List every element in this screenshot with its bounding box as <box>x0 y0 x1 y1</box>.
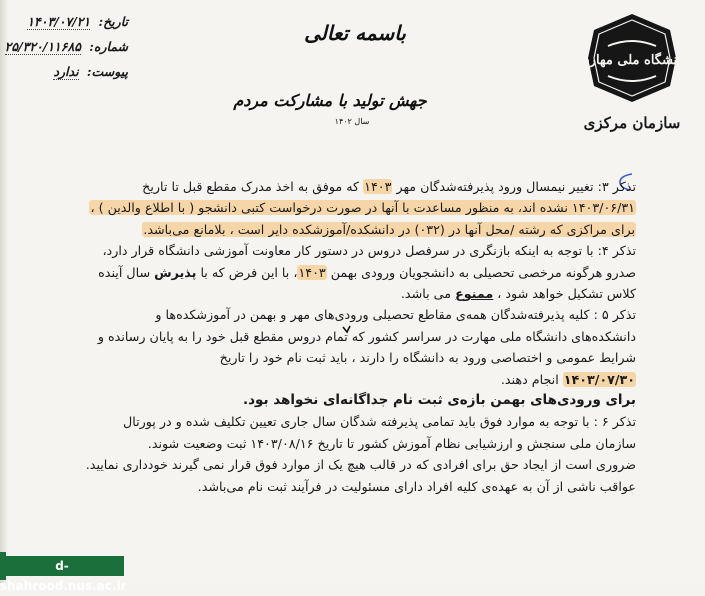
note-4-forbidden: ممنوع <box>455 286 494 302</box>
attachment-label: پیوست: <box>86 64 128 79</box>
note-4-text-a: تذکر ۴: با توجه به اینکه بازنگری در سرفصل دروس در دستور کار معاونت آموزشی دانشگاه قرار دارد، <box>102 243 636 259</box>
note-7 <box>60 454 636 475</box>
note-5-bahman: برای ورودی‌های بهمن بازه‌ی ثبت نام جداگانه‌ای نخواهد بود. <box>242 392 636 409</box>
letter-body <box>60 176 636 497</box>
attachment-value: ندارد <box>53 64 79 79</box>
note-3-line-3 <box>60 219 636 240</box>
note-6-text-b: سازمان ملی سنجش و ارزشیابی نظام آموزش کشور تا تاریخ ۱۴۰۳/۰۸/۱۶ ثبت وضعیت شوند. <box>147 435 636 451</box>
date-row <box>10 14 128 30</box>
basmala-text: باسمه تعالی <box>304 21 406 45</box>
slogan-text: جهش تولید با مشارکت مردم <box>233 91 427 110</box>
note-5 <box>60 304 636 325</box>
number-row <box>4 39 128 55</box>
note-5-line-2 <box>60 326 636 347</box>
note-5-line-3 <box>60 347 636 368</box>
slogan-year: سال ۱۴۰۲ <box>334 117 370 126</box>
attachment-row <box>10 64 128 80</box>
note-7-text-a: ضروری است از ایجاد حق برای افرادی که در قالب هیچ یک از موارد فوق قرار نمی گیرند خودداری نمایید. <box>85 457 636 473</box>
note-5-text-a: تذکر ۵ : کلیه پذیرفته‌شدگان همه‌ی مقاطع تحصیلی ورودی‌های مهر و بهمن در آموزشکده‌ها و <box>155 307 636 323</box>
note-4-year: ۱۴۰۳ <box>298 264 326 280</box>
date-value: ۱۴۰۳/۰۷/۲۱ <box>27 14 91 29</box>
note-3-text-c: که موفق به اخذ مدرک مقطع قبل تا تاریخ <box>142 179 364 194</box>
note-5-text-b: دانشکده‌های دانشگاه ملی مهارت در سراسر کشور که تمام دروس مقطع قبل خود را به پایان رسانده و <box>97 328 636 344</box>
basmala <box>300 12 410 52</box>
note-4-line-2 <box>60 262 636 283</box>
note-4 <box>60 240 636 261</box>
note-4-text-g: کلاس تشکیل خواهد شود ، <box>493 286 636 302</box>
note-3-line-2 <box>60 197 636 218</box>
note-4-admission: پذیرش <box>154 264 197 280</box>
note-4-text-i: می باشد. <box>400 286 456 302</box>
note-5-line-4 <box>60 369 636 390</box>
note-7-text-b: عواقب ناشی از آن به عهده‌ی کلیه افراد دارای مسئولیت در فرآیند ثبت نام می‌باشد. <box>197 478 636 494</box>
note-5-deadline: ۱۴۰۳/۰۷/۳۰ <box>563 371 635 387</box>
note-5-text-e: انجام دهند. <box>500 371 563 387</box>
number-value: ۲۵/۳۲۰/۱۱۶۸۵ <box>4 39 81 54</box>
note-4-text-f: سال آینده <box>98 264 155 280</box>
slogan <box>233 80 427 130</box>
note-3 <box>60 176 636 197</box>
note-5-text-c: شرایط عمومی و اختصاصی ورود به دانشگاه را دارند ، باید ثبت نام خود را تاریخ <box>219 350 636 366</box>
note-4-line-3 <box>60 283 636 304</box>
number-label: شماره: <box>89 39 128 54</box>
organization-name: سازمان مرکزی <box>583 114 681 132</box>
note-3-year: ۱۴۰۳ <box>364 179 392 194</box>
date-label: تاریخ: <box>98 14 128 29</box>
note-6-line-2 <box>60 433 636 454</box>
note-3-text-d: ۱۴۰۳/۰۶/۳۱ نشده اند، به منظور مساعدت با آنها در صورت درخواست کتبی دانشجو ( با اطلاع والدین ) ، <box>90 200 635 216</box>
page-edge-shadow <box>0 0 8 583</box>
note-4-text-b: صدرو هرگونه مرخصی تحصیلی به دانشجویان ورودی بهمن <box>326 264 636 280</box>
logo-text: دانشگاه ملی مهارت <box>577 53 687 68</box>
note-4-text-d: ، با این فرض که با <box>196 264 298 280</box>
note-3-text-e: برای مراکزی که رشته /محل آنها در (۰۳۲) در دانشکده/آموزشکده دایر است ، بلامانع می‌باشد. <box>143 221 635 237</box>
note-7-line-2 <box>60 476 636 497</box>
website-badge[interactable]: d-shahrood.nus.ac.ir <box>0 556 124 576</box>
university-logo <box>577 12 687 104</box>
note-6-text-a: تذکر ۶ : با توجه به موارد فوق باید تمامی پذیرفته شدگان سال جاری تعیین تکلیف شده و در پورتال <box>123 414 636 430</box>
note-3-text-a: تذکر ۳: تغییر نیمسال ورود پذیرفته‌شدگان مهر <box>392 179 636 194</box>
note-6 <box>60 411 636 432</box>
